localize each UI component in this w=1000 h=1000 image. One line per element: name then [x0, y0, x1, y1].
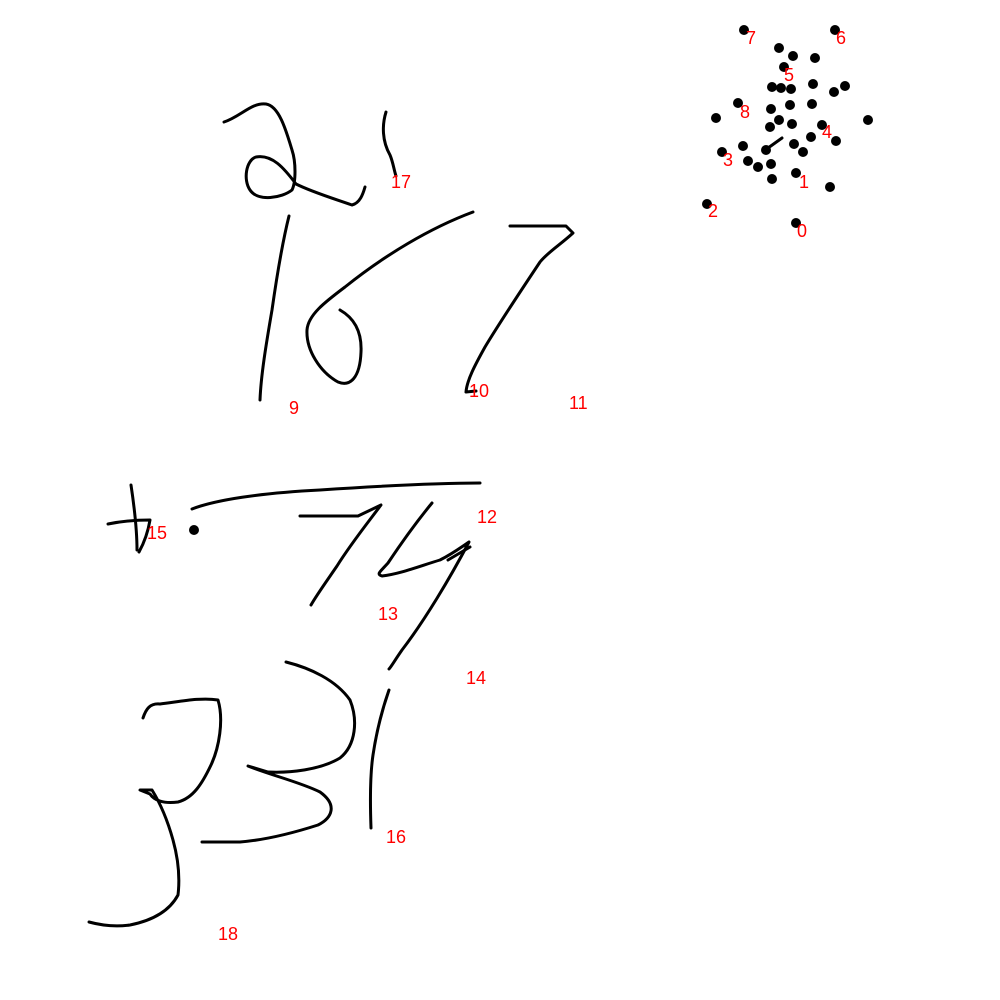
handwritten-stroke — [260, 216, 289, 400]
dot — [189, 525, 199, 535]
dot — [863, 115, 873, 125]
dot — [766, 104, 776, 114]
dot — [807, 99, 817, 109]
dot — [765, 122, 775, 132]
label-18: 18 — [218, 924, 239, 944]
dot — [789, 139, 799, 149]
dot — [810, 53, 820, 63]
handwritten-stroke — [192, 483, 480, 509]
label-1: 1 — [799, 172, 810, 192]
label-15: 15 — [147, 523, 168, 543]
label-16: 16 — [386, 827, 407, 847]
handwritten-stroke — [370, 690, 389, 828]
handwritten-stroke — [300, 505, 381, 605]
handwritten-stroke — [379, 503, 469, 669]
label-7: 7 — [746, 28, 757, 48]
label-0: 0 — [797, 221, 808, 241]
label-13: 13 — [378, 604, 399, 624]
label-2: 2 — [708, 201, 719, 221]
short-stroke — [768, 138, 782, 148]
handwritten-stroke — [466, 226, 573, 392]
label-11: 11 — [569, 393, 588, 413]
handwritten-stroke — [108, 520, 150, 552]
label-9: 9 — [289, 398, 300, 418]
dot — [787, 119, 797, 129]
handwritten-stroke — [383, 112, 396, 176]
dot — [753, 162, 763, 172]
dot — [738, 141, 748, 151]
handwritten-stroke — [202, 662, 355, 842]
dot — [829, 87, 839, 97]
dot — [788, 51, 798, 61]
label-14: 14 — [466, 668, 487, 688]
dot — [774, 43, 784, 53]
dot — [785, 100, 795, 110]
label-12: 12 — [477, 507, 498, 527]
label-10: 10 — [469, 381, 490, 401]
handwritten-stroke — [131, 485, 137, 550]
dot — [806, 132, 816, 142]
label-5: 5 — [784, 65, 795, 85]
dot — [825, 182, 835, 192]
label-8: 8 — [740, 102, 751, 122]
dot-cluster — [702, 25, 873, 228]
handwritten-stroke — [224, 104, 365, 205]
handwritten-stroke — [89, 699, 221, 926]
label-3: 3 — [723, 150, 734, 170]
label-6: 6 — [836, 28, 847, 48]
dot — [767, 82, 777, 92]
dot — [798, 147, 808, 157]
label-group — [147, 28, 846, 944]
dot — [774, 115, 784, 125]
dot — [831, 136, 841, 146]
dot — [786, 84, 796, 94]
dot — [808, 79, 818, 89]
dot — [711, 113, 721, 123]
label-17: 17 — [391, 172, 412, 192]
handwritten-stroke — [307, 212, 473, 383]
dot — [766, 159, 776, 169]
label-4: 4 — [822, 122, 833, 142]
dot — [743, 156, 753, 166]
dot — [840, 81, 850, 91]
dot — [767, 174, 777, 184]
